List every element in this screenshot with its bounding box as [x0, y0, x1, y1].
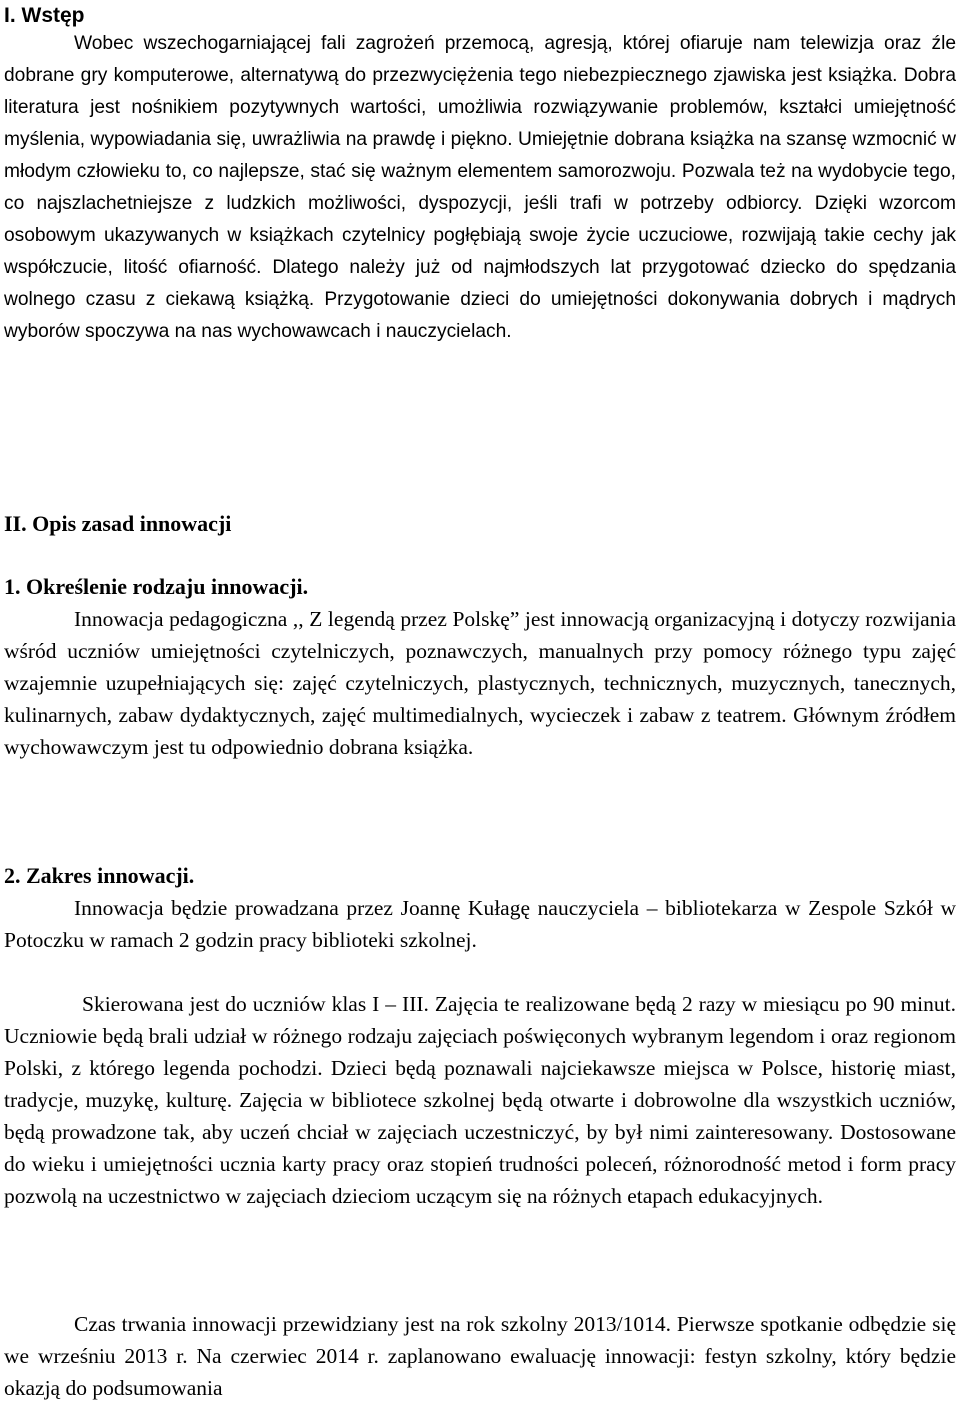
subsection-heading-type: 1. Określenie rodzaju innowacji. — [4, 574, 309, 599]
intro-paragraph: Wobec wszechogarniającej fali zagrożeń przemocą, agresją, której ofiaruje nam telewizja oraz źle dobrane gry komputerowe, alternatywą do przezwyciężenia tego niebezpiecznego zjawiska jest książka. Dobra literatura jest nośnikiem pozytywnych wartości, umożliwia rozwiązywanie problemów, kształci umiejętność myślenia, wypowiadania się, uwrażliwia na prawdę i piękno. Umiejętnie dobrana książka na szansę wzmocnić w młodym człowieku to, co najlepsze, stać się ważnym elementem samorozwoju. Pozwala też na wydobycie tego, co najszlachetniejsze z ludzkich możliwości, dyspozycji, jeśli trafi w potrzeby odbiorcy. Dzięki wzorcom osobowym ukazywanych w książkach czytelnicy pogłębiają swoje życie uczuciowe, rozwijają takie cechy jak współczucie, litość ofiarność. Dlatego należy już od najmłodszych lat przygotować dziecko do spędzania wolnego czasu z ciekawą książką. Przygotowanie dzieci do umiejętności dokonywania dobrych i mądrych wyborów spoczywa na nas wychowawcach i nauczycielach. — [4, 33, 956, 342]
scope-paragraph-2: Skierowana jest do uczniów klas I – III. Zajęcia te realizowane będą 2 razy w miesiącu po 90 minut. Uczniowie będą brali udział w różnego rodzaju zajęciach poświęconych wybranym legendom i oraz regionom Polski, z którego legenda pochodzi. Dzieci będą poznawali najciekawsze miejsca w Polsce, historię miast, tradycje, muzykę, kulturę. Zajęcia w bibliotece szkolnej będą otwarte i dobrowolne dla wszystkich uczniów, będą prowadzone tak, aby uczeń chciał w zajęciach uczestniczyć, by był nimi zainteresowany. Dostosowane do wieku i umiejętności ucznia karty pracy oraz stopień trudności poleceń, różnorodność metod i form pracy pozwolą na uczestnictwo w zajęciach dzieciom uczącym się na różnych etapach edukacyjnych. — [4, 992, 956, 1208]
type-paragraph: Innowacja pedagogiczna ,, Z legendą przez Polskę” jest innowacją organizacyjną i dotyczy rozwijania wśród uczniów umiejętności czytelniczych, poznawczych, manualnych przy pomocy różnego typu zajęć wzajemnie uzupełniających się: zajęć czytelniczych, plastycznych, technicznych, muzycznych, tanecznych, kulinarnych, zabaw dydaktycznych, zajęć multimedialnych, wycieczek i zabaw z teatrem. Głównym źródłem wychowawczym jest tu odpowiednio dobrana książka. — [4, 607, 956, 759]
section-heading-intro: I. Wstęp — [4, 4, 85, 27]
scope-paragraph-3: Czas trwania innowacji przewidziany jest na rok szkolny 2013/1014. Pierwsze spotkanie odbędzie się we wrześniu 2013 r. Na czerwiec 2014 r. zaplanowano ewaluację innowacji: festyn szkolny, który będzie okazją do podsumowania — [4, 1312, 956, 1400]
subsection-heading-scope: 2. Zakres innowacji. — [4, 863, 195, 888]
section-heading-rules: II. Opis zasad innowacji — [4, 511, 232, 536]
scope-paragraph-1: Innowacja będzie prowadzana przez Joannę Kułagę nauczyciela – bibliotekarza w Zespole Szkół w Potoczku w ramach 2 godzin pracy biblioteki szkolnej. — [4, 896, 956, 952]
